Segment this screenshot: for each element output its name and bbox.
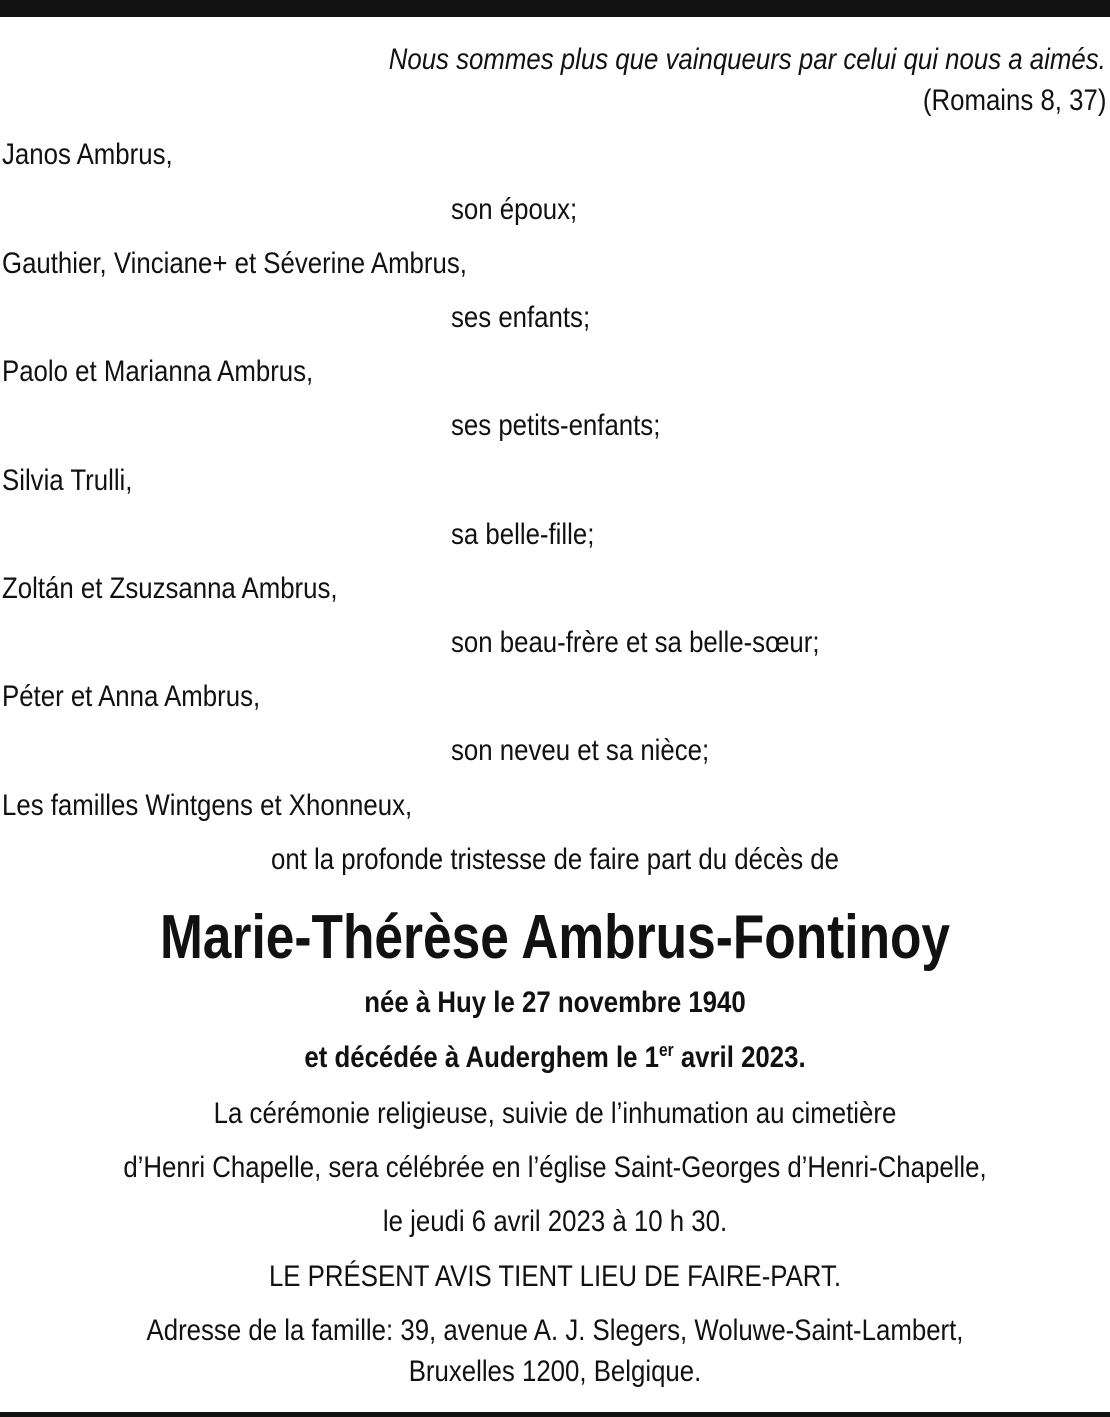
family-relation-5: son beau-frère et sa belle-sœur; — [451, 626, 820, 659]
family-relation-2: ses enfants; — [451, 301, 591, 334]
bible-verse: Nous sommes plus que vainqueurs par celui qui nous a aimés. — [388, 43, 1106, 76]
top-border-rule — [0, 0, 1110, 17]
death-line — [304, 1040, 806, 1074]
family-names-2: Gauthier, Vinciane+ et Séverine Ambrus, — [2, 247, 467, 280]
notice-line: LE PRÉSENT AVIS TIENT LIEU DE FAIRE-PART. — [268, 1260, 842, 1293]
family-names-5: Zoltán et Zsuzsanna Ambrus, — [2, 572, 338, 605]
family-relation-6: son neveu et sa nièce; — [451, 734, 710, 767]
family-relation-4: sa belle-fille; — [451, 518, 595, 551]
ceremony-line-2: d’Henri Chapelle, sera célébrée en l’église Saint-Georges d’Henri-Chapelle, — [123, 1151, 987, 1184]
family-names-4: Silvia Trulli, — [2, 464, 133, 497]
bottom-border-rule — [0, 1412, 1110, 1417]
family-names-3: Paolo et Marianna Ambrus, — [2, 355, 314, 388]
announcement-line: ont la profonde tristesse de faire part du décès de — [271, 843, 839, 876]
ceremony-line-3: le jeudi 6 avril 2023 à 10 h 30. — [382, 1205, 728, 1238]
family-names-1: Janos Ambrus, — [2, 138, 173, 171]
family-relation-3: ses petits-enfants; — [451, 409, 661, 442]
verse-reference: (Romains 8, 37) — [922, 84, 1106, 117]
deceased-name: Marie-Thérèse Ambrus-Fontinoy — [159, 903, 951, 972]
family-names-6: Péter et Anna Ambrus, — [2, 680, 261, 713]
death-line-ordinal: er — [659, 1040, 674, 1060]
death-line-prefix: et décédée à Auderghem le 1 — [304, 1041, 660, 1074]
ceremony-line-1: La cérémonie religieuse, suivie de l’inhumation au cimetière — [213, 1097, 897, 1130]
family-names-7: Les familles Wintgens et Xhonneux, — [2, 789, 413, 822]
address-line-2: Bruxelles 1200, Belgique. — [408, 1355, 702, 1388]
birth-line: née à Huy le 27 novembre 1940 — [364, 986, 746, 1019]
death-line-suffix: avril 2023. — [673, 1041, 806, 1074]
address-line-1: Adresse de la famille: 39, avenue A. J. Slegers, Woluwe-Saint-Lambert, — [146, 1314, 964, 1347]
family-relation-1: son époux; — [451, 193, 578, 226]
